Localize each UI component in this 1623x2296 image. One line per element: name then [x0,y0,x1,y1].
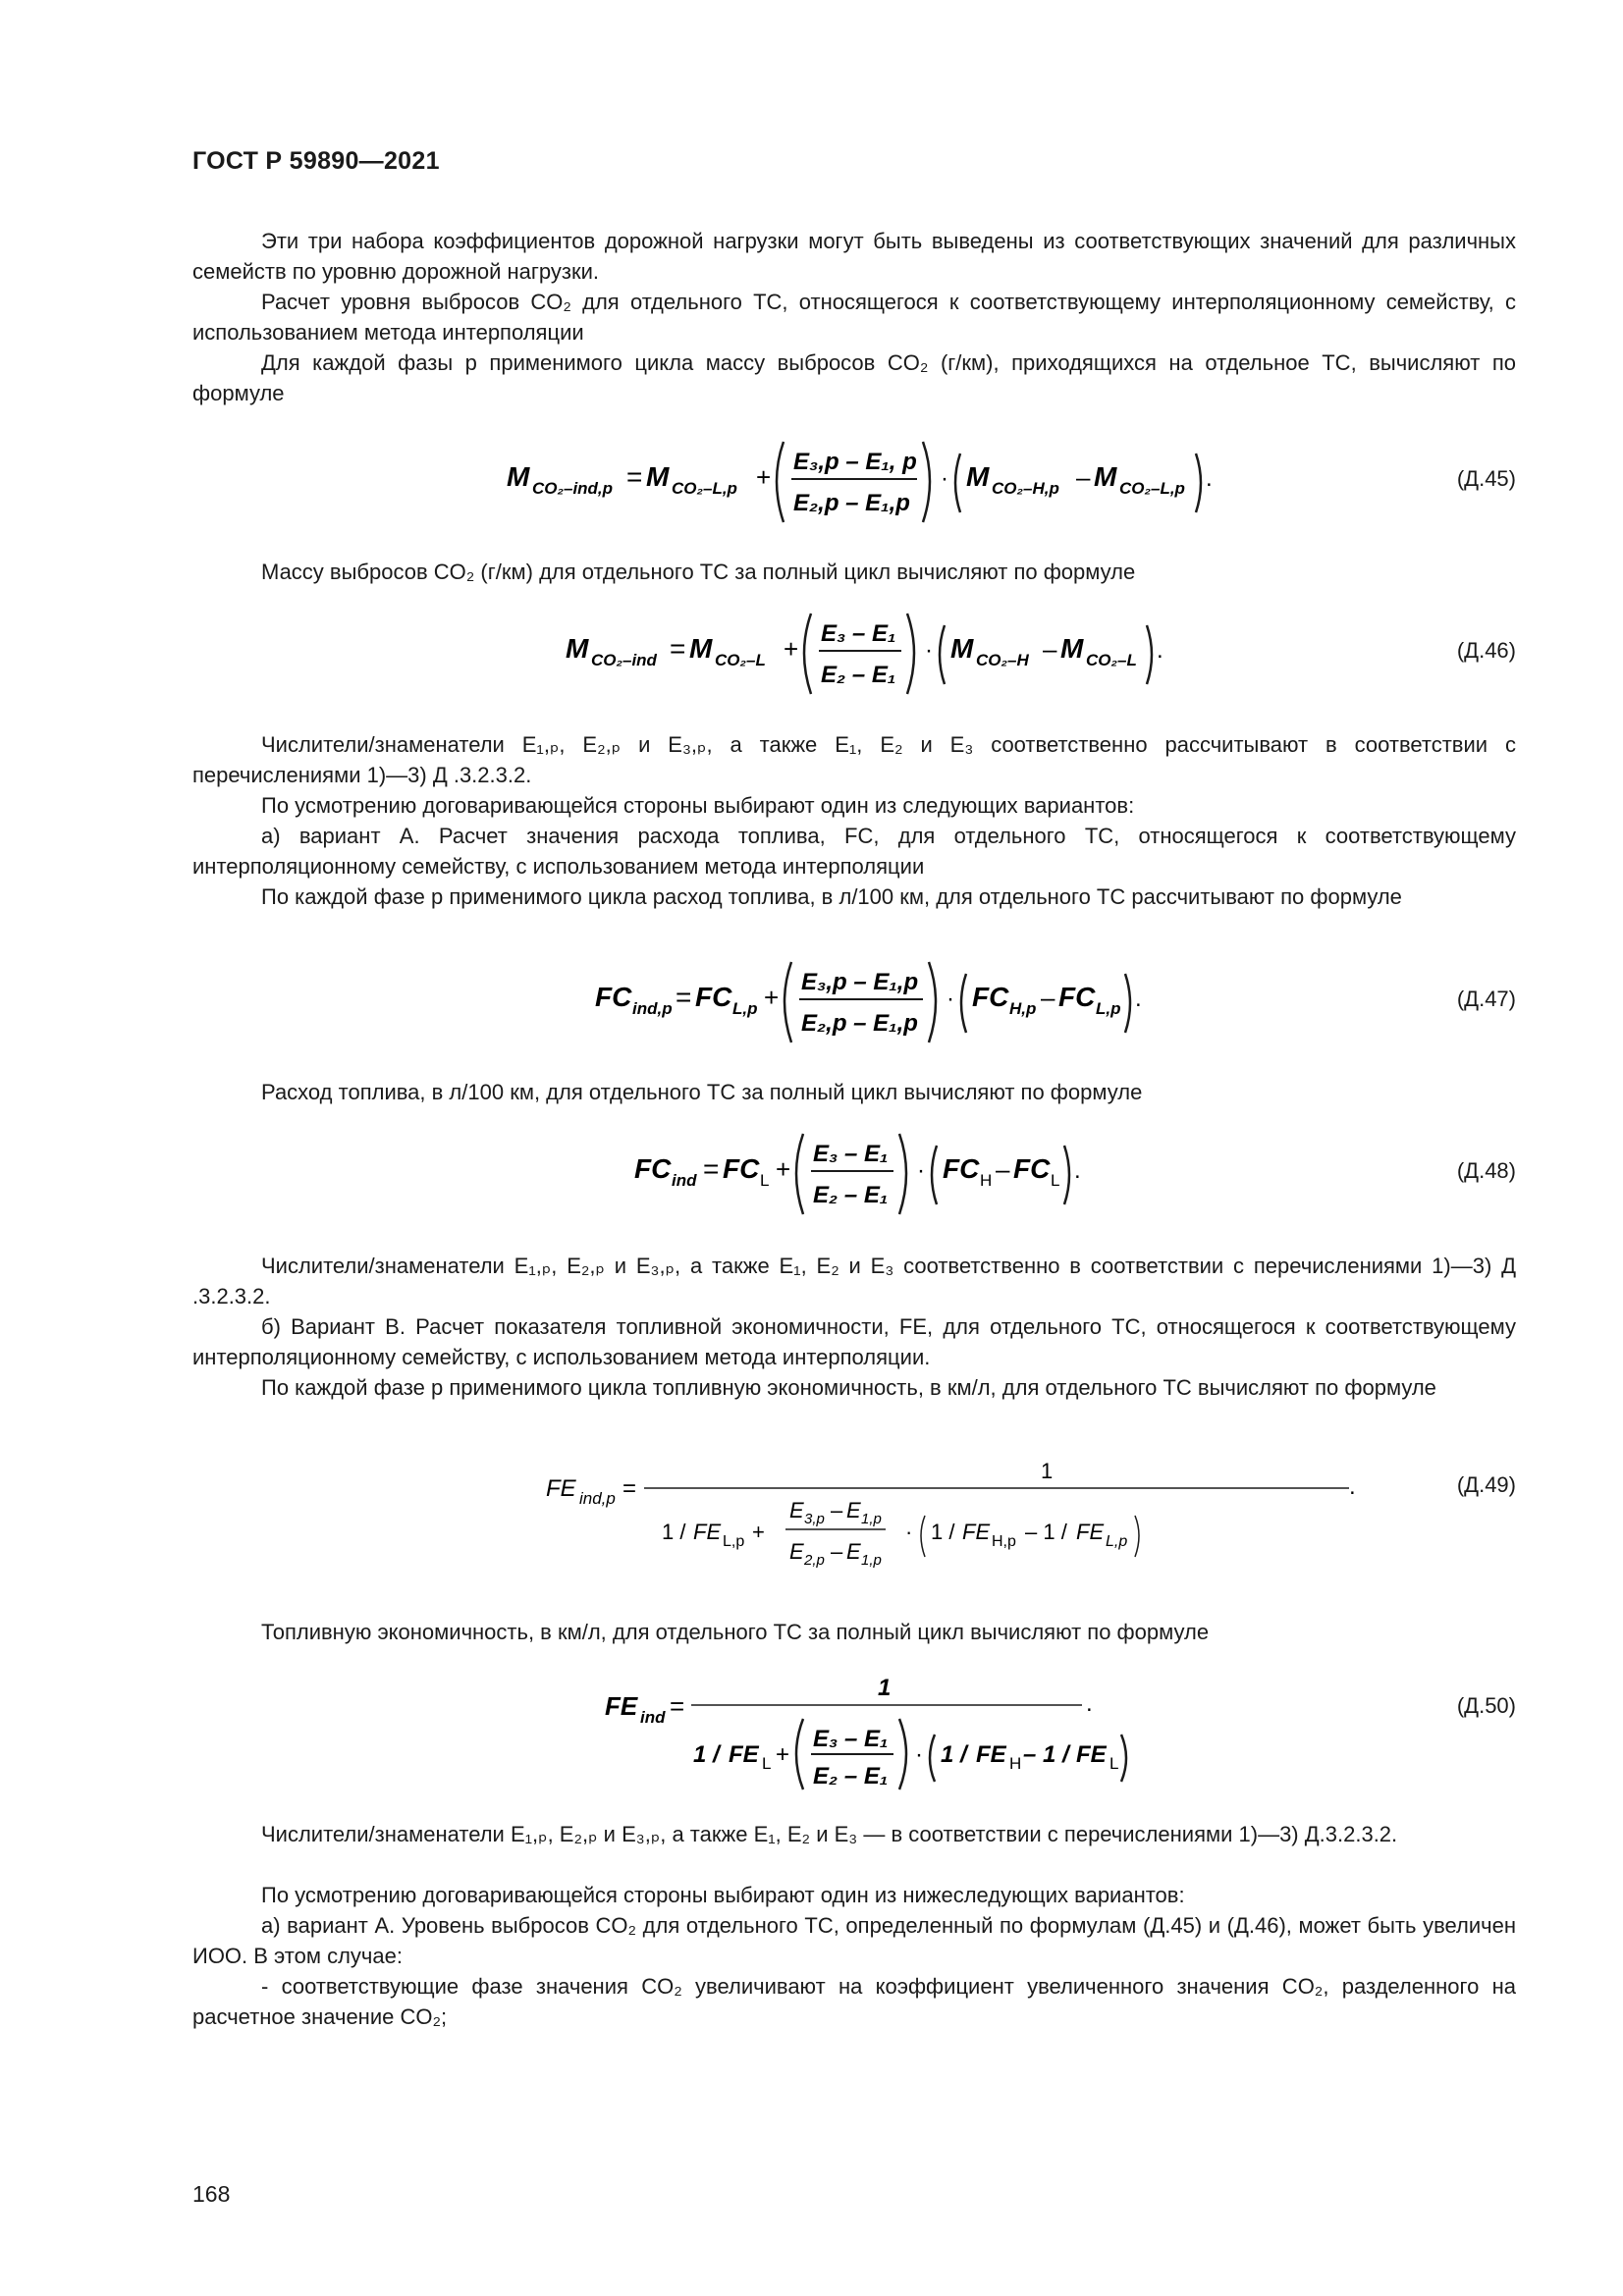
svg-text:FE: FE [693,1520,722,1544]
svg-text:+: + [756,462,772,492]
paragraph-12: По каждой фазе p применимого цикла топливную экономичность, в км/л, для отдельного ТС вычисляют по формуле [261,1375,1436,1400]
paragraph-9: Расход топлива, в л/100 км, для отдельного ТС за полный цикл вычисляют по формуле [261,1080,1143,1104]
equation-d50 [192,1664,1516,1791]
equation-number-d47: (Д.47) [1456,987,1516,1011]
svg-text:CO₂–L,p: CO₂–L,p [672,479,737,498]
svg-text:1,p: 1,p [861,1552,882,1569]
svg-text:=: = [676,982,692,1012]
svg-text:=: = [626,461,643,492]
svg-text:L: L [762,1754,772,1773]
svg-text:–: – [1041,983,1055,1012]
svg-text:L: L [760,1171,770,1190]
formula-d47 [595,952,1361,1050]
equation-d47 [192,952,1516,1050]
svg-text:=: = [622,1475,637,1502]
svg-text:1,p: 1,p [861,1511,882,1527]
svg-text:=: = [670,633,686,664]
svg-text:=: = [703,1153,720,1184]
svg-text:FC: FC [943,1153,980,1184]
formula-d48 [634,1124,1322,1222]
svg-text:FC: FC [972,982,1009,1012]
svg-text:–: – [996,1154,1010,1184]
svg-text:M: M [1094,461,1117,492]
svg-text:CO₂–L: CO₂–L [715,651,766,669]
svg-text:1 /: 1 / [693,1741,720,1768]
svg-text:FE: FE [962,1520,991,1544]
svg-text:.: . [1157,637,1163,664]
svg-text:–: – [831,1498,843,1522]
svg-text:·: · [925,637,933,664]
paragraph-16: а) вариант А. Уровень выбросов CO₂ для отдельного ТС, определенный по формулам (Д.45) и (Д.46), может быть увеличен ИОО. В этом случае: [192,1913,1516,1968]
svg-text:·: · [905,1520,913,1544]
svg-text:CO₂–H,p: CO₂–H,p [992,479,1059,498]
document-header: ГОСТ Р 59890—2021 [192,147,440,175]
paragraph-3: Для каждой фазы p применимого цикла массу выбросов CO₂ (г/км), приходящихся на отдельное ТС, вычисляют по формуле [192,350,1516,405]
paragraph-6: По усмотрению договаривающейся стороны выбирают один из следующих вариантов: [261,793,1135,818]
equation-number-d49: (Д.49) [1456,1472,1516,1497]
equation-number-d45: (Д.45) [1456,466,1516,491]
svg-text:–: – [831,1539,843,1564]
svg-text:E₃ – E₁: E₃ – E₁ [821,620,896,647]
svg-text:L: L [1051,1171,1060,1190]
svg-text:FE: FE [1076,1741,1107,1768]
paragraph-17: - соответствующие фазе значения CO₂ увеличивают на коэффициент увеличенного значения CO₂, разделенного на расчетное значение CO₂; [192,1974,1516,2029]
svg-text:2,p: 2,p [804,1552,825,1569]
svg-text:E₃,p – E₁, p: E₃,p – E₁, p [793,449,917,475]
svg-text:M: M [646,461,670,492]
equation-d48 [192,1124,1516,1222]
svg-text:1 /: 1 / [662,1520,686,1544]
svg-text:H,p: H,p [1009,999,1037,1018]
svg-text:.: . [1206,465,1213,492]
svg-text:L,p: L,p [732,999,758,1018]
svg-text:– 1 /: – 1 / [1023,1741,1069,1768]
svg-text:E₃,p – E₁,p: E₃,p – E₁,p [801,969,919,995]
svg-text:CO₂–ind: CO₂–ind [591,651,657,669]
paragraph-4: Массу выбросов CO₂ (г/км) для отдельного ТС за полный цикл вычисляют по формуле [261,560,1136,584]
svg-text:3,p: 3,p [804,1511,825,1527]
svg-text:CO₂–H: CO₂–H [976,651,1029,669]
equation-d46 [192,604,1516,702]
svg-text:FC: FC [695,982,732,1012]
svg-text:M: M [566,633,589,664]
equation-number-d50: (Д.50) [1456,1693,1516,1718]
svg-text:M: M [966,461,990,492]
paragraph-2: Расчет уровня выбросов CO₂ для отдельного ТС, относящегося к соответствующему интерполяционному семейству, с использованием метода интерполяции [192,290,1516,345]
svg-text:FC: FC [1013,1153,1051,1184]
svg-text:FE: FE [605,1691,638,1721]
paragraph-5: Числители/знаменатели E₁,ₚ, E₂,ₚ и E₃,ₚ, а также E₁, E₂ и E₃ соответственно рассчитывают в соответствии с перечислениями 1)—3) Д .3.2.3.2. [192,732,1516,787]
paragraph-13: Топливную экономичность, в км/л, для отдельного ТС за полный цикл вычисляют по формуле [261,1620,1210,1644]
svg-text:E₂ – E₁: E₂ – E₁ [813,1763,889,1789]
equation-d49 [192,1451,1516,1569]
svg-text:– 1 /: – 1 / [1025,1520,1067,1544]
svg-text:L,p: L,p [1106,1533,1128,1550]
svg-text:=: = [670,1691,685,1721]
svg-text:H: H [1009,1754,1022,1773]
formula-d46 [566,604,1371,702]
svg-text:M: M [1060,633,1084,664]
svg-text:.: . [1074,1157,1081,1184]
svg-text:M: M [950,633,974,664]
svg-text:FE: FE [1076,1520,1105,1544]
svg-text:ind: ind [672,1171,697,1190]
svg-text:FC: FC [634,1153,672,1184]
svg-text:FC: FC [723,1153,760,1184]
equation-number-d48: (Д.48) [1456,1158,1516,1183]
paragraph-8: По каждой фазе p применимого цикла расход топлива, в л/100 км, для отдельного ТС рассчитывают по формуле [261,884,1402,909]
svg-text:M: M [689,633,713,664]
svg-text:FC: FC [595,982,632,1012]
svg-text:+: + [764,983,780,1012]
svg-text:E₂,p – E₁,p: E₂,p – E₁,p [793,490,910,516]
svg-text:+: + [752,1520,765,1544]
svg-text:.: . [1135,986,1142,1012]
svg-text:FE: FE [729,1741,759,1768]
svg-text:L,p: L,p [1096,999,1121,1018]
svg-text:+: + [784,634,799,664]
svg-text:H,p: H,p [992,1533,1016,1550]
svg-text:·: · [915,1741,923,1768]
equation-number-d46: (Д.46) [1456,638,1516,663]
equation-d45 [192,432,1516,530]
svg-text:M: M [507,461,530,492]
svg-text:E: E [846,1539,861,1564]
svg-text:CO₂–L: CO₂–L [1086,651,1137,669]
paragraph-1: Эти три набора коэффициентов дорожной нагрузки могут быть выведены из соответствующих значений для различных семейств по уровню дорожной нагрузки. [192,229,1516,284]
paragraph-10: Числители/знаменатели E₁,ₚ, E₂,ₚ и E₃,ₚ, а также E₁, E₂ и E₃ соответственно в соответствии с перечислениями 1)—3) Д .3.2.3.2. [192,1254,1516,1308]
svg-text:·: · [947,986,954,1012]
svg-text:·: · [917,1157,925,1184]
formula-d45 [507,432,1410,530]
svg-text:+: + [776,1741,790,1768]
formula-d49 [546,1451,1371,1569]
svg-text:ind,p: ind,p [632,999,673,1018]
svg-text:E: E [789,1539,804,1564]
paragraph-15: По усмотрению договаривающейся стороны выбирают один из нижеследующих вариантов: [261,1883,1185,1907]
svg-text:CO₂–L,p: CO₂–L,p [1119,479,1185,498]
formula-d50 [605,1664,1371,1791]
svg-text:+: + [776,1154,791,1184]
paragraph-11: б) Вариант В. Расчет показателя топливной экономичности, FE, для отдельного ТС, относящегося к соответствующему интерполяционному семейству, с использованием метода интерполяции. [192,1314,1516,1369]
svg-text:E₃ – E₁: E₃ – E₁ [813,1726,889,1752]
paragraph-7: а) вариант А. Расчет значения расхода топлива, FC, для отдельного ТС, относящегося к соответствующему интерполяционному семейству, с использованием метода интерполяции [192,824,1516,879]
svg-text:H: H [980,1171,993,1190]
svg-text:E: E [846,1498,861,1522]
svg-text:1 /: 1 / [941,1741,967,1768]
svg-text:E: E [789,1498,804,1522]
svg-text:1: 1 [1041,1459,1054,1483]
svg-text:·: · [941,465,948,492]
svg-text:1: 1 [878,1675,892,1701]
svg-text:ind: ind [640,1708,666,1727]
svg-text:E₃ – E₁: E₃ – E₁ [813,1141,889,1167]
svg-text:CO₂–ind,p: CO₂–ind,p [532,479,614,498]
svg-text:–: – [1076,462,1091,492]
svg-text:FE: FE [976,1741,1006,1768]
svg-text:.: . [1086,1690,1093,1717]
paragraph-14: Числители/знаменатели E₁,ₚ, E₂,ₚ и E₃,ₚ, а также E₁, E₂ и E₃ — в соответствии с перечислениями 1)—3) Д.3.2.3.2. [261,1822,1398,1846]
svg-text:E₂ – E₁: E₂ – E₁ [813,1182,889,1208]
svg-text:–: – [1043,634,1057,664]
svg-text:ind,p: ind,p [579,1489,616,1508]
svg-text:1 /: 1 / [931,1520,955,1544]
svg-text:FE: FE [546,1475,576,1502]
svg-text:L,p: L,p [723,1533,745,1550]
svg-text:L: L [1109,1754,1119,1773]
svg-text:.: . [1349,1473,1356,1500]
svg-text:E₂,p – E₁,p: E₂,p – E₁,p [801,1010,918,1037]
svg-text:FC: FC [1058,982,1096,1012]
svg-text:E₂ – E₁: E₂ – E₁ [821,662,896,688]
page-number: 168 [192,2181,231,2207]
